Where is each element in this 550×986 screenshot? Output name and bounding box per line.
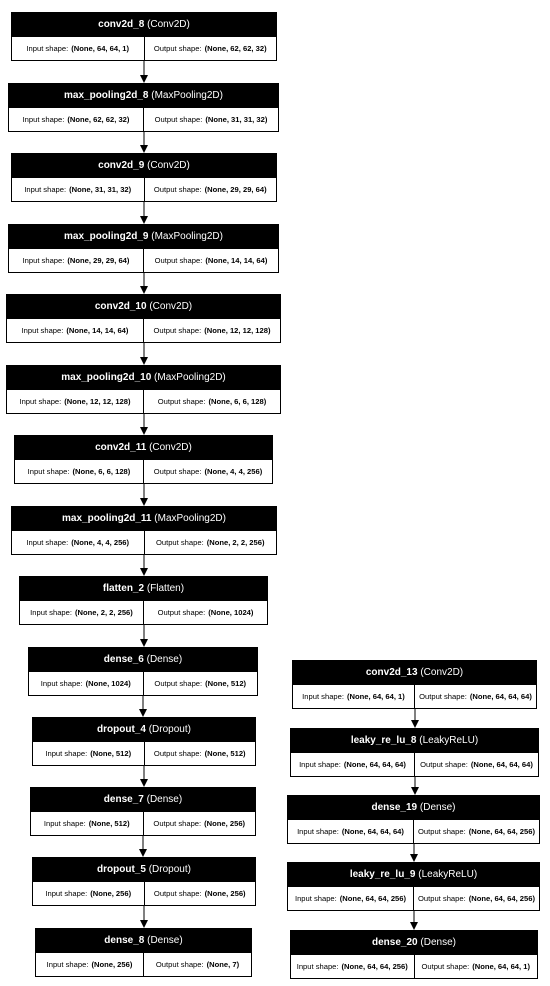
layer-name: flatten_2 bbox=[102, 583, 145, 594]
layer-name: dense_7 bbox=[103, 794, 144, 805]
layer-header bbox=[7, 295, 280, 319]
input-shape-cell bbox=[9, 249, 143, 272]
layer-node bbox=[287, 795, 540, 844]
input-shape-value: (None, 64, 64, 1) bbox=[346, 692, 405, 701]
input-shape-value: (None, 256) bbox=[91, 960, 133, 969]
input-shape-value: (None, 64, 64, 256) bbox=[341, 962, 408, 971]
input-shape-label: Input shape: bbox=[297, 827, 339, 836]
input-shape-cell bbox=[33, 882, 144, 905]
layer-shapes bbox=[291, 955, 537, 978]
output-shape-label: Output shape: bbox=[154, 679, 203, 688]
output-shape-label: Output shape: bbox=[157, 608, 206, 617]
output-shape-value: (None, 29, 29, 64) bbox=[204, 185, 267, 194]
layer-header bbox=[291, 931, 537, 955]
layer-node bbox=[32, 717, 256, 766]
layer-shapes bbox=[33, 742, 255, 765]
layer-shapes bbox=[7, 319, 280, 342]
input-shape-label: Input shape: bbox=[22, 256, 65, 265]
input-shape-label: Input shape: bbox=[27, 467, 70, 476]
layer-node bbox=[32, 857, 256, 906]
layer-name: max_pooling2d_9 bbox=[64, 231, 149, 242]
input-shape-label: Input shape: bbox=[43, 819, 86, 828]
layer-node bbox=[290, 728, 539, 777]
layer-name: dropout_5 bbox=[97, 864, 146, 875]
layer-shapes bbox=[9, 249, 278, 272]
layer-shapes bbox=[33, 882, 255, 905]
layer-type: (MaxPooling2D) bbox=[154, 372, 226, 383]
output-shape-value: (None, 64, 64, 256) bbox=[468, 827, 535, 836]
layer-type: (Conv2D) bbox=[149, 442, 192, 453]
layer-shapes bbox=[288, 887, 539, 910]
input-shape-label: Input shape: bbox=[22, 115, 65, 124]
input-shape-value: (None, 29, 29, 64) bbox=[67, 256, 130, 265]
layer-type: (MaxPooling2D) bbox=[154, 513, 226, 524]
input-shape-label: Input shape: bbox=[45, 889, 88, 898]
layer-header bbox=[291, 729, 538, 753]
layer-shapes bbox=[36, 953, 251, 976]
output-shape-cell bbox=[413, 887, 539, 910]
layer-node bbox=[8, 83, 279, 132]
layer-type: (Dropout) bbox=[148, 864, 191, 875]
layer-type: (Conv2D) bbox=[147, 160, 190, 171]
layer-header bbox=[33, 718, 255, 742]
output-shape-cell bbox=[143, 672, 258, 695]
layer-name: leaky_re_lu_9 bbox=[349, 869, 416, 880]
input-shape-label: Input shape: bbox=[21, 326, 64, 335]
output-shape-label: Output shape: bbox=[419, 692, 467, 701]
layer-type: (Dense) bbox=[419, 802, 456, 813]
output-shape-cell bbox=[414, 753, 538, 776]
input-shape-value: (None, 64, 64, 64) bbox=[343, 760, 406, 769]
output-shape-value: (None, 64, 64, 1) bbox=[472, 962, 531, 971]
layer-header bbox=[9, 84, 278, 108]
output-shape-cell bbox=[143, 953, 251, 976]
layer-name: conv2d_9 bbox=[98, 160, 145, 171]
layer-name: conv2d_13 bbox=[365, 667, 418, 678]
output-shape-value: (None, 4, 4, 256) bbox=[204, 467, 263, 476]
input-shape-label: Input shape: bbox=[45, 749, 88, 758]
layer-type: (Conv2D) bbox=[420, 667, 464, 678]
layer-header bbox=[12, 154, 276, 178]
output-shape-label: Output shape: bbox=[418, 827, 466, 836]
input-shape-cell bbox=[7, 319, 143, 342]
layer-header bbox=[15, 436, 272, 460]
layer-node bbox=[11, 153, 277, 202]
layer-shapes bbox=[12, 178, 276, 201]
input-shape-cell bbox=[293, 685, 414, 708]
output-shape-value: (None, 64, 64, 64) bbox=[470, 760, 533, 769]
input-shape-value: (None, 62, 62, 32) bbox=[67, 115, 130, 124]
input-shape-label: Input shape: bbox=[26, 44, 69, 53]
layer-node bbox=[290, 930, 538, 979]
layer-header bbox=[12, 13, 276, 37]
layer-name: leaky_re_lu_8 bbox=[350, 735, 417, 746]
output-shape-label: Output shape: bbox=[418, 894, 466, 903]
output-shape-value: (None, 64, 64, 256) bbox=[468, 894, 535, 903]
output-shape-label: Output shape: bbox=[420, 760, 468, 769]
output-shape-value: (None, 256) bbox=[204, 819, 246, 828]
output-shape-value: (None, 12, 12, 128) bbox=[204, 326, 271, 335]
output-shape-value: (None, 7) bbox=[206, 960, 240, 969]
layer-name: dense_20 bbox=[372, 937, 418, 948]
output-shape-label: Output shape: bbox=[155, 538, 204, 547]
input-shape-label: Input shape: bbox=[30, 608, 72, 617]
input-shape-cell bbox=[36, 953, 143, 976]
output-shape-cell bbox=[143, 460, 272, 483]
layer-shapes bbox=[31, 812, 255, 835]
output-shape-cell bbox=[413, 820, 539, 843]
input-shape-value: (None, 6, 6, 128) bbox=[72, 467, 131, 476]
layer-node bbox=[11, 12, 277, 61]
layer-type: (Dropout) bbox=[148, 724, 191, 735]
layer-header bbox=[36, 929, 251, 953]
input-shape-label: Input shape: bbox=[302, 692, 344, 701]
layer-node bbox=[14, 435, 273, 484]
input-shape-value: (None, 256) bbox=[90, 889, 132, 898]
layer-type: (Conv2D) bbox=[149, 301, 193, 312]
layer-type: (Dense) bbox=[146, 794, 183, 805]
layer-shapes bbox=[12, 531, 276, 554]
layer-header bbox=[33, 858, 255, 882]
layer-shapes bbox=[9, 108, 278, 131]
layer-header bbox=[31, 788, 255, 812]
output-shape-label: Output shape: bbox=[153, 467, 202, 476]
output-shape-cell bbox=[144, 531, 277, 554]
output-shape-value: (None, 6, 6, 128) bbox=[208, 397, 267, 406]
output-shape-cell bbox=[143, 249, 278, 272]
input-shape-label: Input shape: bbox=[294, 894, 337, 903]
input-shape-value: (None, 1024) bbox=[85, 679, 131, 688]
input-shape-label: Input shape: bbox=[296, 962, 339, 971]
layer-header bbox=[288, 796, 539, 820]
output-shape-label: Output shape: bbox=[153, 889, 202, 898]
input-shape-cell bbox=[9, 108, 143, 131]
input-shape-cell bbox=[291, 955, 414, 978]
layer-shapes bbox=[29, 672, 257, 695]
layer-node bbox=[6, 294, 281, 343]
layer-node bbox=[30, 787, 256, 836]
output-shape-label: Output shape: bbox=[153, 185, 202, 194]
input-shape-cell bbox=[31, 812, 143, 835]
layer-node bbox=[19, 576, 268, 625]
layer-type: (Dense) bbox=[146, 654, 183, 665]
layer-name: dense_6 bbox=[103, 654, 144, 665]
layer-node bbox=[287, 862, 540, 911]
output-shape-label: Output shape: bbox=[153, 819, 202, 828]
layer-name: max_pooling2d_10 bbox=[61, 372, 152, 383]
output-shape-cell bbox=[414, 685, 536, 708]
layer-type: (Dense) bbox=[147, 935, 183, 946]
input-shape-value: (None, 4, 4, 256) bbox=[71, 538, 130, 547]
layer-node bbox=[6, 365, 281, 414]
layer-node bbox=[35, 928, 252, 977]
input-shape-cell bbox=[7, 390, 143, 413]
output-shape-label: Output shape: bbox=[153, 326, 202, 335]
layer-header bbox=[29, 648, 257, 672]
layer-node bbox=[28, 647, 258, 696]
input-shape-cell bbox=[288, 887, 413, 910]
output-shape-label: Output shape: bbox=[153, 749, 202, 758]
output-shape-label: Output shape: bbox=[153, 44, 202, 53]
layer-name: max_pooling2d_11 bbox=[62, 513, 152, 524]
output-shape-label: Output shape: bbox=[155, 960, 204, 969]
layer-shapes bbox=[15, 460, 272, 483]
output-shape-cell bbox=[144, 178, 277, 201]
layer-header bbox=[12, 507, 276, 531]
layer-header bbox=[293, 661, 536, 685]
layer-name: conv2d_10 bbox=[94, 301, 147, 312]
input-shape-value: (None, 512) bbox=[90, 749, 132, 758]
output-shape-cell bbox=[143, 812, 256, 835]
input-shape-label: Input shape: bbox=[19, 397, 62, 406]
output-shape-value: (None, 512) bbox=[204, 749, 246, 758]
layer-name: conv2d_11 bbox=[95, 442, 147, 453]
layer-header bbox=[7, 366, 280, 390]
layer-type: (MaxPooling2D) bbox=[151, 231, 223, 242]
output-shape-label: Output shape: bbox=[157, 397, 206, 406]
input-shape-cell bbox=[29, 672, 143, 695]
output-shape-cell bbox=[143, 390, 280, 413]
layer-node bbox=[292, 660, 537, 709]
input-shape-value: (None, 31, 31, 32) bbox=[69, 185, 132, 194]
output-shape-label: Output shape: bbox=[154, 256, 203, 265]
layer-header bbox=[288, 863, 539, 887]
layer-node bbox=[11, 506, 277, 555]
layer-name: dense_8 bbox=[104, 935, 145, 946]
input-shape-label: Input shape: bbox=[40, 679, 83, 688]
input-shape-label: Input shape: bbox=[26, 538, 69, 547]
output-shape-value: (None, 31, 31, 32) bbox=[205, 115, 268, 124]
layer-type: (Flatten) bbox=[146, 583, 185, 594]
input-shape-cell bbox=[12, 531, 144, 554]
output-shape-label: Output shape: bbox=[154, 115, 203, 124]
layer-shapes bbox=[7, 390, 280, 413]
output-shape-label: Output shape: bbox=[421, 962, 470, 971]
layer-shapes bbox=[20, 601, 267, 624]
input-shape-value: (None, 12, 12, 128) bbox=[64, 397, 131, 406]
layer-header bbox=[20, 577, 267, 601]
layer-type: (Conv2D) bbox=[147, 19, 190, 30]
layer-name: dropout_4 bbox=[97, 724, 146, 735]
input-shape-label: Input shape: bbox=[24, 185, 67, 194]
input-shape-cell bbox=[33, 742, 144, 765]
input-shape-cell bbox=[12, 178, 144, 201]
output-shape-value: (None, 256) bbox=[204, 889, 246, 898]
output-shape-value: (None, 62, 62, 32) bbox=[204, 44, 267, 53]
layer-type: (Dense) bbox=[420, 937, 456, 948]
input-shape-label: Input shape: bbox=[299, 760, 341, 769]
input-shape-label: Input shape: bbox=[46, 960, 89, 969]
output-shape-value: (None, 1024) bbox=[208, 608, 254, 617]
output-shape-cell bbox=[414, 955, 538, 978]
input-shape-cell bbox=[291, 753, 414, 776]
input-shape-value: (None, 2, 2, 256) bbox=[74, 608, 133, 617]
layer-type: (LeakyReLU) bbox=[419, 735, 479, 746]
layer-header bbox=[9, 225, 278, 249]
layer-name: max_pooling2d_8 bbox=[64, 90, 149, 101]
layer-name: conv2d_8 bbox=[98, 19, 145, 30]
layer-type: (MaxPooling2D) bbox=[151, 90, 223, 101]
output-shape-cell bbox=[144, 37, 277, 60]
layer-node bbox=[8, 224, 279, 273]
input-shape-value: (None, 64, 64, 64) bbox=[341, 827, 404, 836]
layer-shapes bbox=[12, 37, 276, 60]
output-shape-cell bbox=[143, 319, 280, 342]
layer-shapes bbox=[291, 753, 538, 776]
input-shape-cell bbox=[288, 820, 413, 843]
output-shape-value: (None, 14, 14, 64) bbox=[205, 256, 268, 265]
input-shape-value: (None, 14, 14, 64) bbox=[66, 326, 129, 335]
output-shape-cell bbox=[143, 601, 267, 624]
layer-name: dense_19 bbox=[371, 802, 418, 813]
input-shape-value: (None, 512) bbox=[88, 819, 130, 828]
input-shape-cell bbox=[15, 460, 143, 483]
input-shape-cell bbox=[20, 601, 143, 624]
layer-shapes bbox=[293, 685, 536, 708]
output-shape-cell bbox=[143, 108, 278, 131]
layer-shapes bbox=[288, 820, 539, 843]
input-shape-value: (None, 64, 64, 1) bbox=[71, 44, 130, 53]
layer-type: (LeakyReLU) bbox=[418, 869, 478, 880]
output-shape-cell bbox=[144, 742, 256, 765]
input-shape-value: (None, 64, 64, 256) bbox=[339, 894, 407, 903]
output-shape-cell bbox=[144, 882, 256, 905]
output-shape-value: (None, 512) bbox=[205, 679, 247, 688]
input-shape-cell bbox=[12, 37, 144, 60]
output-shape-value: (None, 64, 64, 64) bbox=[469, 692, 532, 701]
output-shape-value: (None, 2, 2, 256) bbox=[206, 538, 265, 547]
